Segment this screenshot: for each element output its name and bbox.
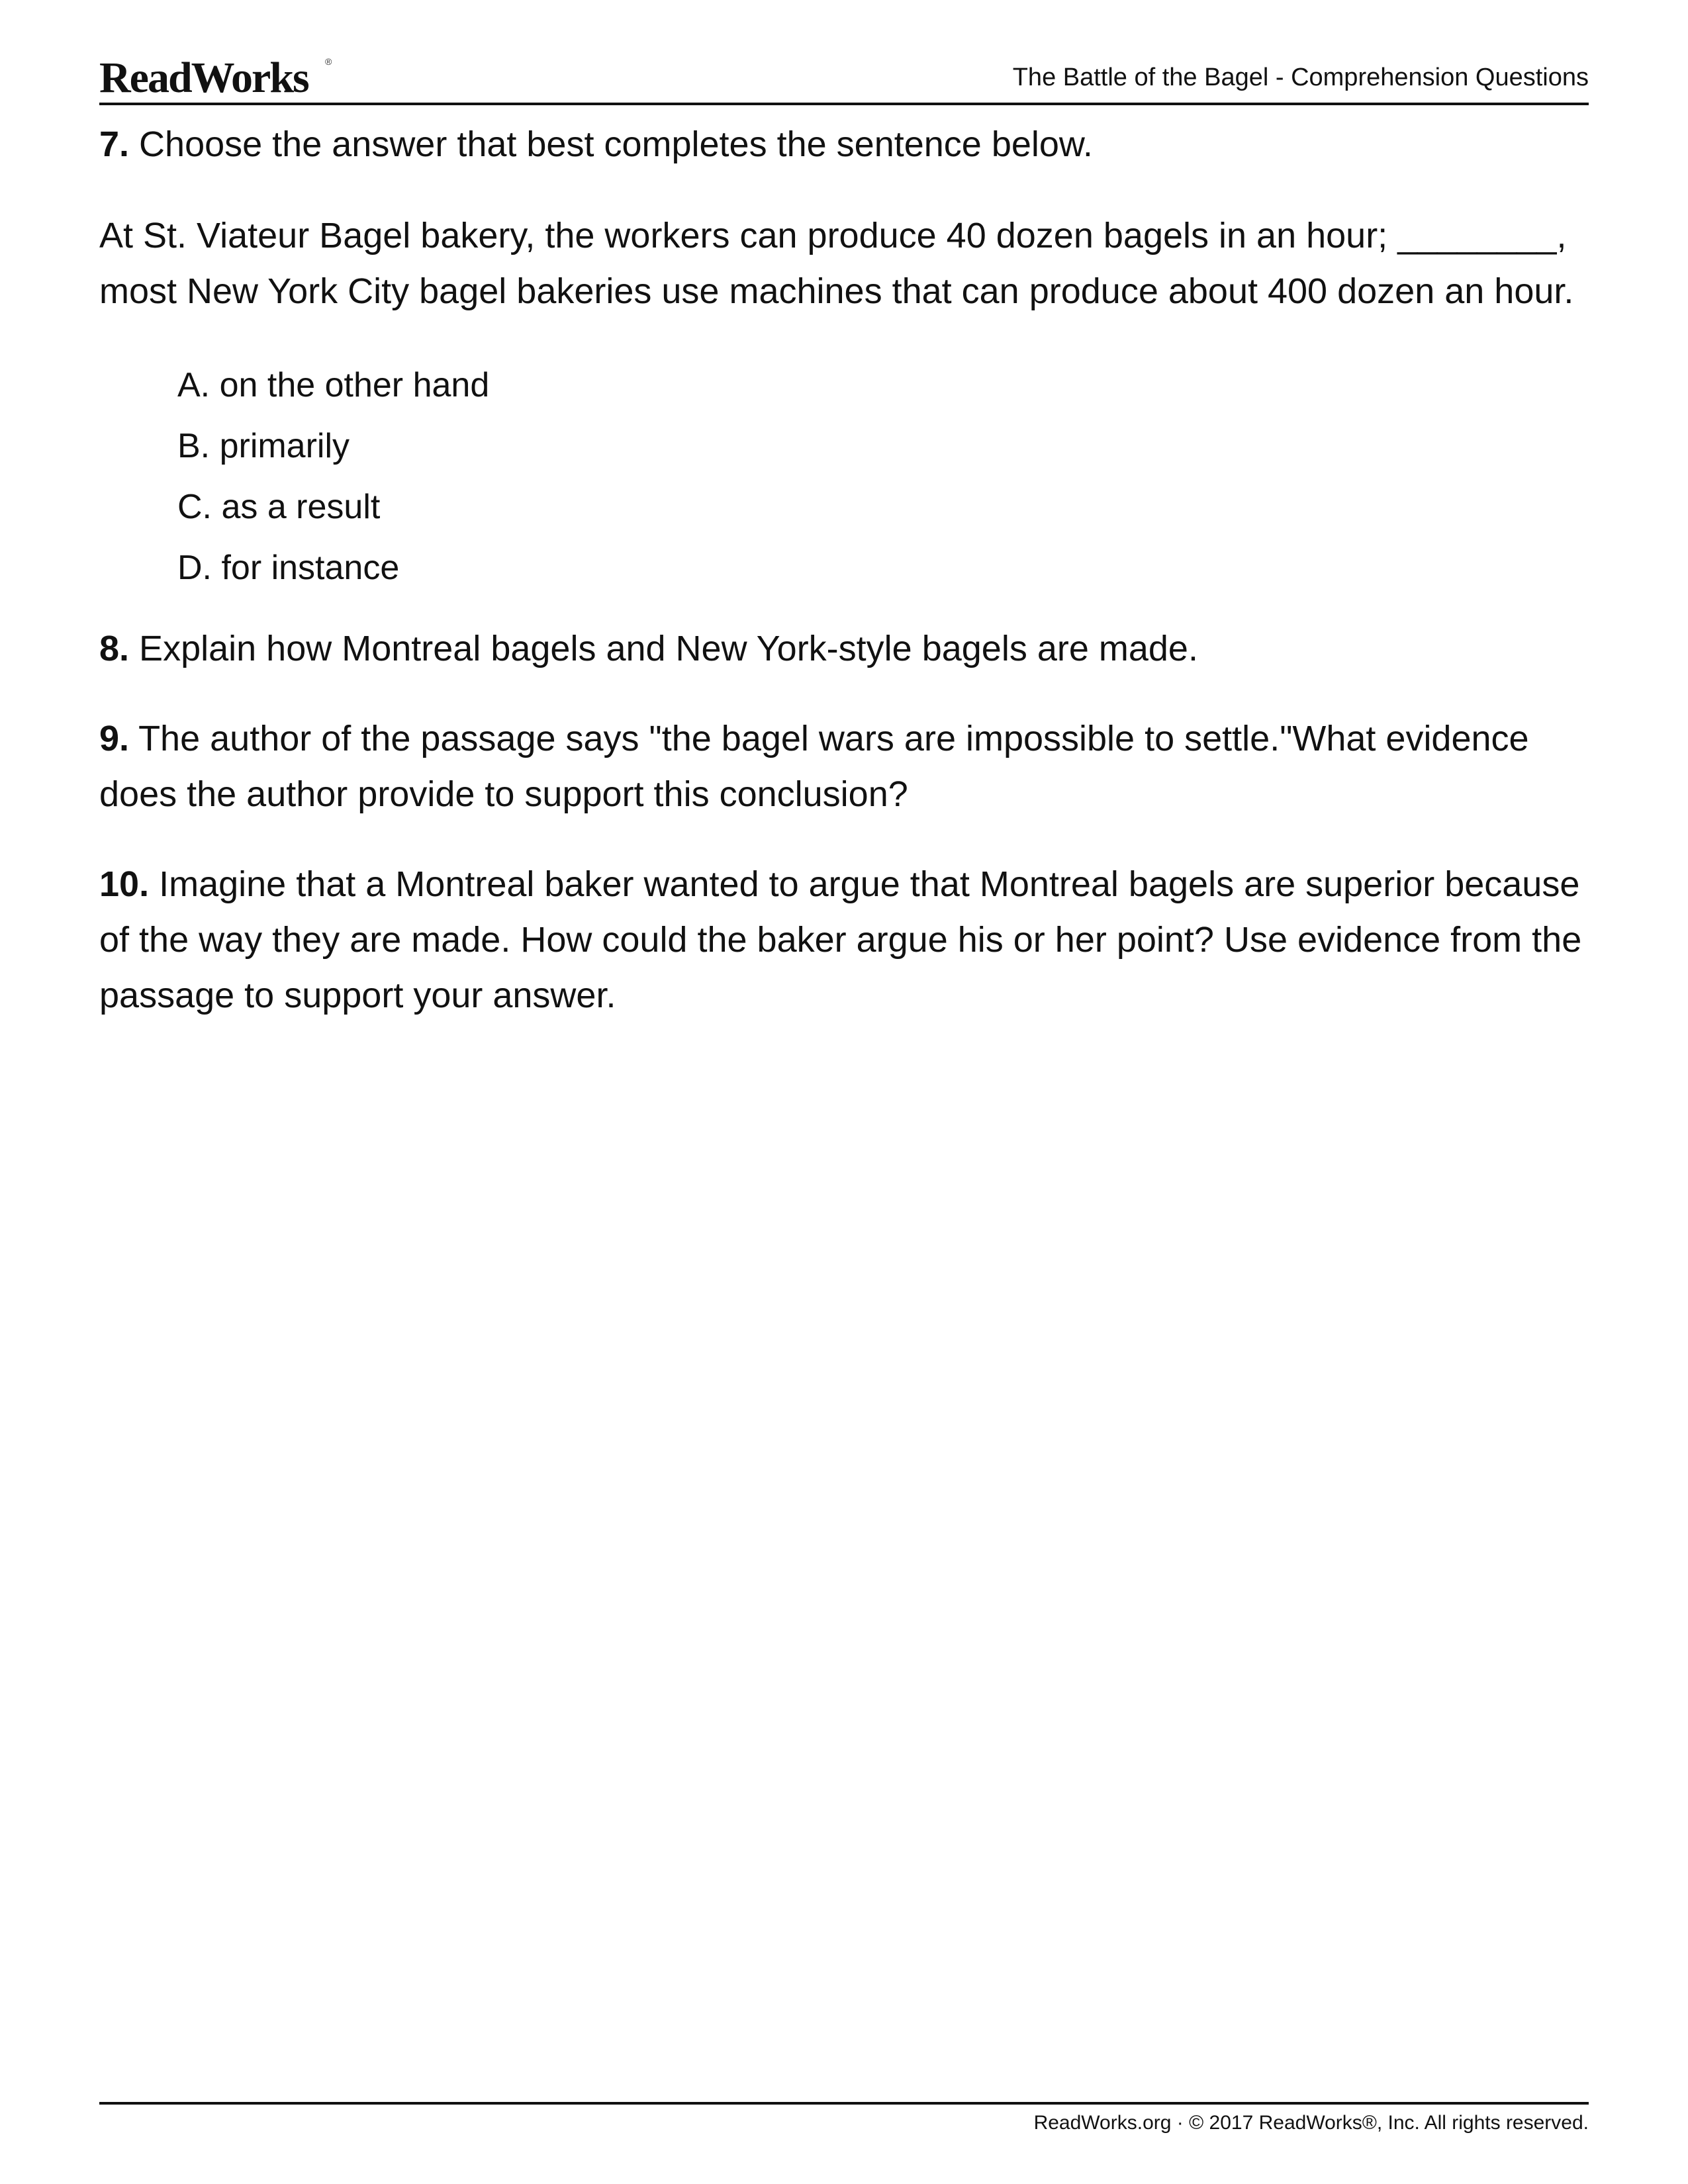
option-b[interactable]: B. primarily [177,427,350,465]
question-7 [99,116,1589,172]
readworks-logo: ReadWorks [99,54,308,102]
question-8-prompt: Explain how Montreal bagels and New York-style bagels are made. [129,629,1198,668]
question-7-prompt: Choose the answer that best completes the sentence below. [129,124,1093,164]
question-9-number: 9. [99,719,130,758]
page-header [99,52,1589,105]
question-10 [99,856,1589,1023]
questions-content [99,111,1589,1023]
footer-copyright: ReadWorks.org · © 2017 ReadWorks®, Inc. All rights reserved. [1033,2112,1589,2134]
logo-registered-mark: ® [325,56,332,67]
footer-divider [99,2102,1589,2105]
question-7-passage: At St. Viateur Bagel bakery, the workers can produce 40 dozen bagels in an hour; ________, most New York City bagel bakeries use machines that can produce about 400 dozen an hour. [99,216,1574,311]
question-10-number: 10. [99,864,150,904]
header-divider [99,103,1589,105]
question-9-prompt: The author of the passage says "the bagel wars are impossible to settle."What evidence does the author provide to support this conclusion? [99,719,1529,814]
question-10-prompt: Imagine that a Montreal baker wanted to argue that Montreal bagels are superior because of the way they are made. How could the baker argue his or her point? Use evidence from the passage to support your answer. [99,864,1582,1015]
question-7-number: 7. [99,124,130,164]
question-7-options [99,355,1589,598]
option-c[interactable]: C. as a result [177,488,381,526]
option-d[interactable]: D. for instance [177,549,400,587]
option-a[interactable]: A. on the other hand [177,366,490,404]
question-9 [99,711,1589,822]
document-title: The Battle of the Bagel - Comprehension Questions [1012,64,1589,91]
question-8-number: 8. [99,629,130,668]
question-8 [99,621,1589,676]
